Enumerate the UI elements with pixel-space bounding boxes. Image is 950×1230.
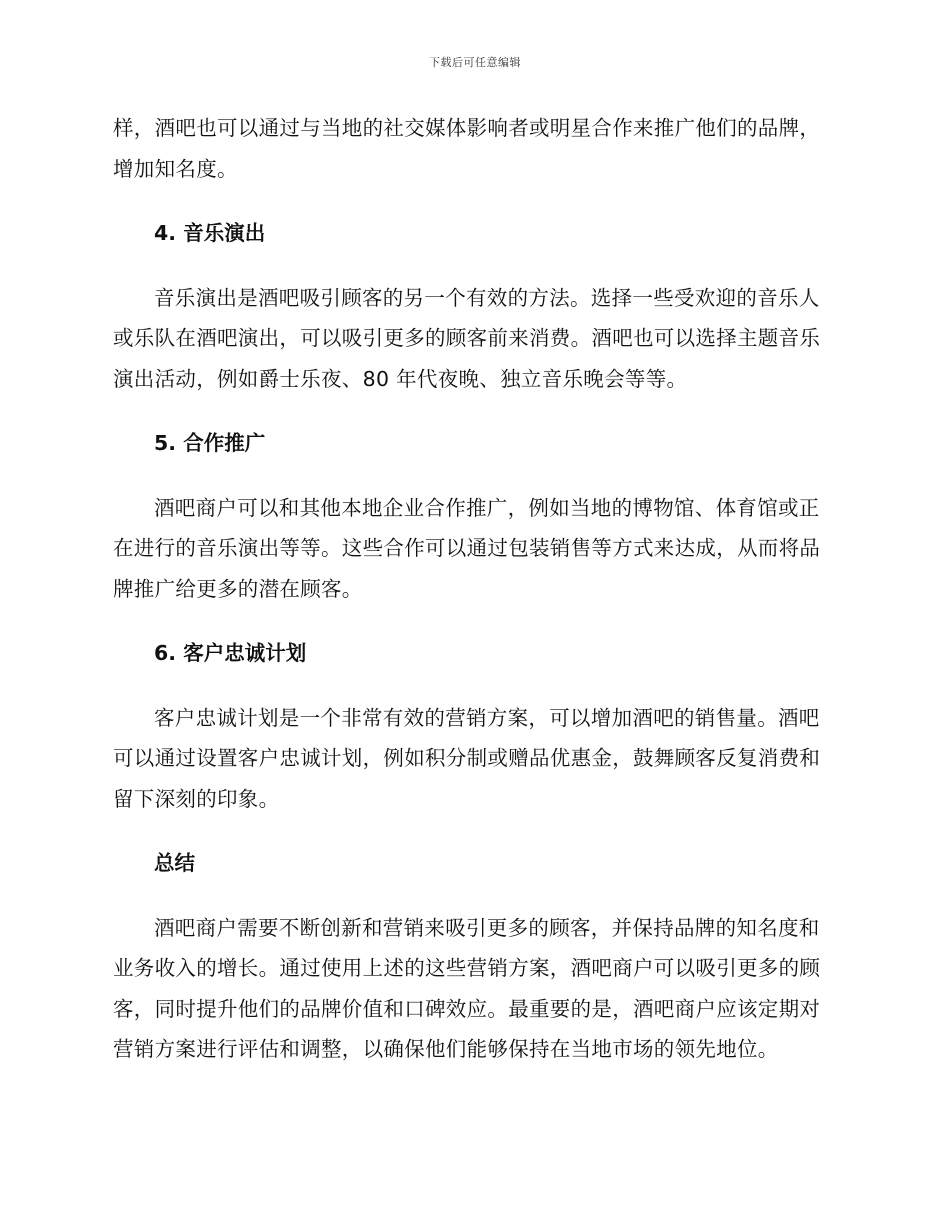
section-heading-partner: 5. 合作推广 xyxy=(154,431,266,455)
section-heading-music: 4. 音乐演出 xyxy=(154,221,266,245)
section-body-loyalty: 客户忠诚计划是一个非常有效的营销方案，可以增加酒吧的销售量。酒吧可以通过设置客户忠诚计划，例如积分制或赠品优惠金，鼓舞顾客反复消费和留下深刻的印象。 xyxy=(113,705,821,811)
document-body xyxy=(113,108,833,1070)
page-header: 下载后可任意编辑 xyxy=(429,56,521,69)
section-body-music: 音乐演出是酒吧吸引顾客的另一个有效的方法。选择一些受欢迎的音乐人或乐队在酒吧演出，可以吸引更多的顾客前来消费。酒吧也可以选择主题音乐演出活动，例如爵士乐夜、80 年代夜晚、独立音乐晚会等等。 xyxy=(113,285,821,391)
intro-continuation-paragraph: 样，酒吧也可以通过与当地的社交媒体影响者或明星合作来推广他们的品牌，增加知名度。 xyxy=(113,116,821,181)
section-body-summary: 酒吧商户需要不断创新和营销来吸引更多的顾客，并保持品牌的知名度和业务收入的增长。通过使用上述的这些营销方案，酒吧商户可以吸引更多的顾客，同时提升他们的品牌价值和口碑效应。最重要的是，酒吧商户应该定期对营销方案进行评估和调整，以确保他们能够保持在当地市场的领先地位。 xyxy=(113,915,821,1061)
section-heading-loyalty: 6. 客户忠诚计划 xyxy=(154,641,307,665)
section-heading-summary: 总结 xyxy=(154,851,195,875)
section-body-partner: 酒吧商户可以和其他本地企业合作推广，例如当地的博物馆、体育馆或正在进行的音乐演出等等。这些合作可以通过包装销售等方式来达成，从而将品牌推广给更多的潜在顾客。 xyxy=(113,495,821,601)
